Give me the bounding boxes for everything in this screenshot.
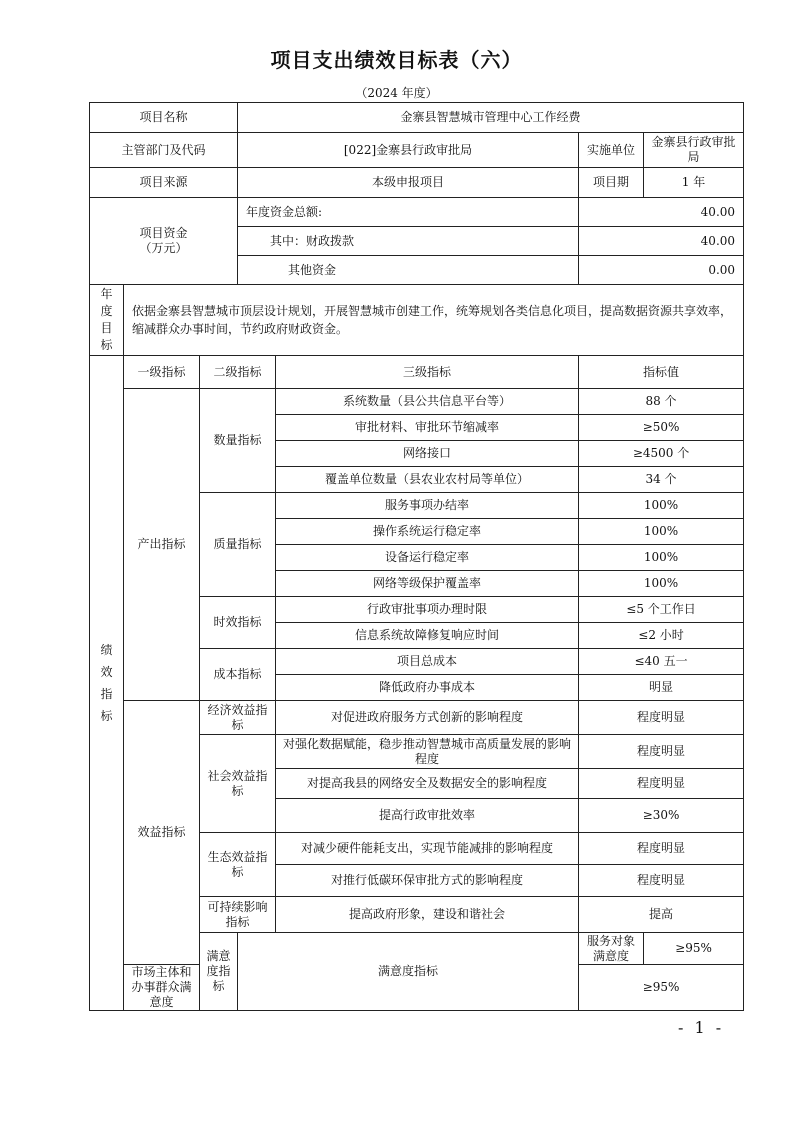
annual-goal-label (90, 285, 124, 356)
indicator-name: 信息系统故障修复响应时间 (276, 623, 579, 649)
indicator-value: 34 个 (579, 467, 744, 493)
indicator-name: 服务对象满意度 (579, 933, 644, 965)
indicator-value: 100% (579, 493, 744, 519)
indicator-value: 提高 (579, 897, 744, 933)
funds-total-label: 年度资金总额: (238, 198, 579, 227)
indicator-name: 对推行低碳环保审批方式的影响程度 (276, 865, 579, 897)
annual-goal-text: 依据金寨县智慧城市顶层设计规划，开展智慧城市创建工作，统筹规划各类信息化项目，提高数据资源共享效率，缩减群众办事时间，节约政府财政资金。 (124, 285, 744, 356)
page-number: - 1 - (678, 1018, 725, 1037)
performance-table (89, 102, 744, 1011)
indicator-name: 对减少硬件能耗支出，实现节能减排的影响程度 (276, 833, 579, 865)
indicator-name: 设备运行稳定率 (276, 545, 579, 571)
satisfaction-l2-label: 满意度指标 (238, 933, 579, 1011)
indicator-header-row (90, 356, 744, 389)
funds-other-value: 0.00 (579, 256, 744, 285)
indicator-value: ≤2 小时 (579, 623, 744, 649)
indicator-value: ≥95% (644, 933, 744, 965)
performance-indicators-label (90, 356, 124, 1011)
funds-label: 项目资金 （万元） (90, 198, 238, 285)
indicator-name: 提高行政审批效率 (276, 799, 579, 833)
indicator-name: 系统数量（县公共信息平台等） (276, 389, 579, 415)
indicator-value: 100% (579, 545, 744, 571)
impl-unit-value: 金寨县行政审批局 (644, 133, 744, 168)
indicator-value: 程度明显 (579, 701, 744, 735)
period-value: 1 年 (644, 168, 744, 198)
source-value: 本级申报项目 (238, 168, 579, 198)
year-caption: （2024 年度） (355, 86, 438, 100)
row-project-name (90, 103, 744, 133)
timeliness-indicator-label: 时效指标 (200, 597, 276, 649)
indicator-name: 网络等级保护覆盖率 (276, 571, 579, 597)
economic-indicator-label: 经济效益指标 (200, 701, 276, 735)
indicator-name: 服务事项办结率 (276, 493, 579, 519)
indicator-value: ≥30% (579, 799, 744, 833)
indicator-name: 网络接口 (276, 441, 579, 467)
indicator-value: ≥50% (579, 415, 744, 441)
indicator-name: 行政审批事项办理时限 (276, 597, 579, 623)
header-level3: 三级指标 (276, 356, 579, 389)
table-row (90, 389, 744, 415)
indicator-value: 100% (579, 571, 744, 597)
indicator-value: 88 个 (579, 389, 744, 415)
project-name-value: 金寨县智慧城市管理中心工作经费 (238, 103, 744, 133)
benefit-indicator-label: 效益指标 (124, 701, 200, 965)
project-name-label: 项目名称 (90, 103, 238, 133)
page-title: 项目支出绩效目标表（六） (270, 48, 523, 72)
indicator-value: 明显 (579, 675, 744, 701)
source-label: 项目来源 (90, 168, 238, 198)
indicator-name: 市场主体和办事群众满意度 (124, 965, 200, 1011)
indicator-value: ≤5 个工作日 (579, 597, 744, 623)
dept-value: [022]金寨县行政审批局 (238, 133, 579, 168)
indicator-name: 覆盖单位数量（县农业农村局等单位） (276, 467, 579, 493)
quality-indicator-label: 质量指标 (200, 493, 276, 597)
row-source (90, 168, 744, 198)
indicator-value: 程度明显 (579, 769, 744, 799)
funds-other-label: 其他资金 (238, 256, 579, 285)
funds-total-value: 40.00 (579, 198, 744, 227)
indicator-name: 操作系统运行稳定率 (276, 519, 579, 545)
indicator-name: 对提高我县的网络安全及数据安全的影响程度 (276, 769, 579, 799)
cost-indicator-label: 成本指标 (200, 649, 276, 701)
indicator-value: ≤40 五一 (579, 649, 744, 675)
sustain-indicator-label: 可持续影响指标 (200, 897, 276, 933)
indicator-name: 对强化数据赋能，稳步推动智慧城市高质量发展的影响程度 (276, 735, 579, 769)
indicator-value: ≥4500 个 (579, 441, 744, 467)
eco-indicator-label: 生态效益指标 (200, 833, 276, 897)
indicator-name: 提高政府形象，建设和谐社会 (276, 897, 579, 933)
header-level2: 二级指标 (200, 356, 276, 389)
table-row (90, 701, 744, 735)
dept-label: 主管部门及代码 (90, 133, 238, 168)
impl-unit-label: 实施单位 (579, 133, 644, 168)
row-funds-total (90, 198, 744, 227)
indicator-name: 审批材料、审批环节缩减率 (276, 415, 579, 441)
indicator-value: 程度明显 (579, 735, 744, 769)
indicator-name: 项目总成本 (276, 649, 579, 675)
row-annual-goal (90, 285, 744, 356)
indicator-value: ≥95% (579, 965, 744, 1011)
output-indicator-label: 产出指标 (124, 389, 200, 701)
indicator-value: 100% (579, 519, 744, 545)
satisfaction-l1-label: 满意度指标 (200, 933, 238, 1011)
header-level1: 一级指标 (124, 356, 200, 389)
indicator-value: 程度明显 (579, 833, 744, 865)
annual-goal-label-text: 年度目标 (100, 287, 113, 352)
funds-fiscal-label: 其中：财政拨款 (238, 227, 579, 256)
funds-fiscal-value: 40.00 (579, 227, 744, 256)
social-indicator-label: 社会效益指标 (200, 735, 276, 833)
performance-indicators-label-text: 绩效指标 (100, 643, 113, 723)
header-value: 指标值 (579, 356, 744, 389)
indicator-value: 程度明显 (579, 865, 744, 897)
indicator-name: 对促进政府服务方式创新的影响程度 (276, 701, 579, 735)
period-label: 项目期 (579, 168, 644, 198)
quantity-indicator-label: 数量指标 (200, 389, 276, 493)
indicator-name: 降低政府办事成本 (276, 675, 579, 701)
row-department (90, 133, 744, 168)
